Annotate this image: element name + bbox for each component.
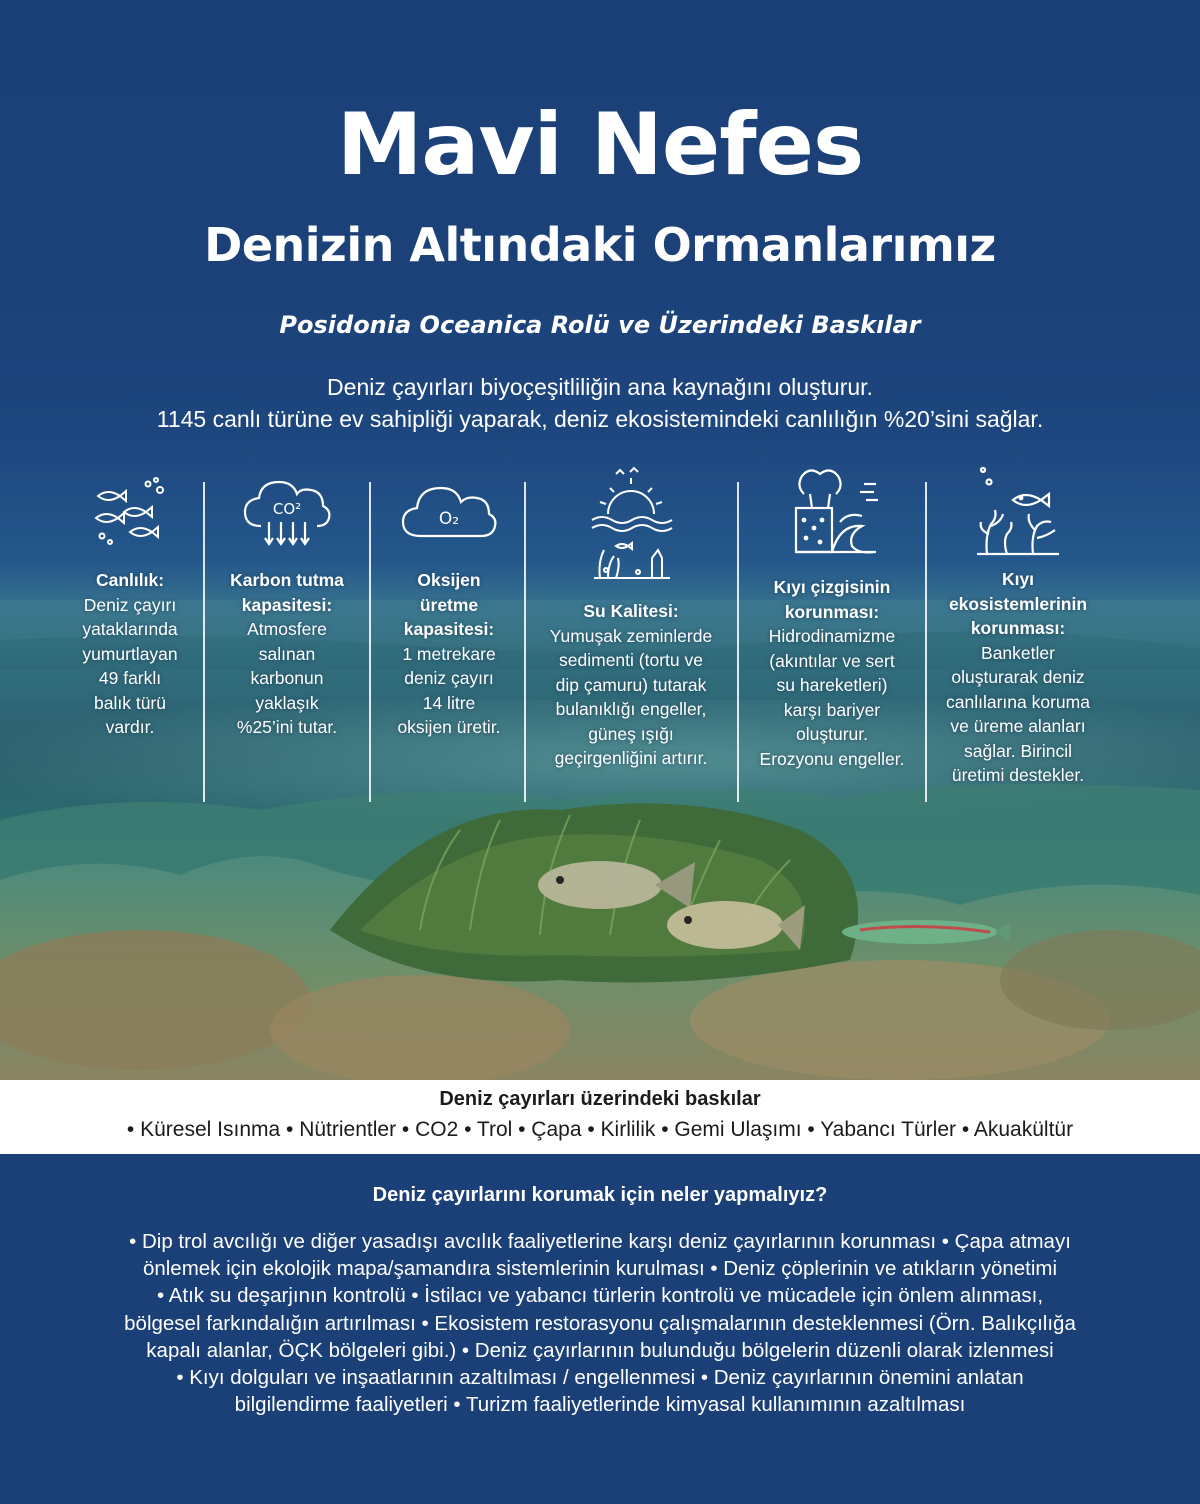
benefit-su-kalitesi [530,466,732,776]
co2-cloud-icon [239,470,335,554]
intro-line: 1145 canlı türüne ev sahipliği yaparak, deniz ekosistemindeki canlılığın %20’sini sağlar. [156,406,1044,432]
benefit-body-line: Banketler [981,642,1055,663]
o2-cloud-icon [399,478,499,548]
page-tagline: Posidonia Oceanica Rolü ve Üzerindeki Baskılar [279,311,921,339]
pressures-list: • Küresel Isınma • Nütrientler • CO2 • Trol • Çapa • Kirlilik • Gemi Ulaşımı • Yabancı Türler • Akuakültür [126,1118,1074,1141]
benefit-body-line: sedimenti (tortu ve [559,650,703,670]
benefit-body-line: 49 farklı [98,668,162,688]
benefit-body-line: karbonun [250,668,324,688]
pressures-heading: Deniz çayırları üzerindeki baskılar [439,1088,761,1110]
actions-line: • Dip trol avcılığı ve diğer yasadışı avcılık faaliyetlerine karşı deniz çayırlarının korunması • Çapa atmayı [129,1230,1071,1253]
benefit-text [530,599,732,771]
pressures-band [0,1080,1200,1154]
benefit-text [60,568,200,740]
benefit-body-line: sağlar. Birincil [964,740,1072,761]
benefit-body-line: oluşturarak deniz [951,667,1085,687]
intro-line: Deniz çayırları biyoçeşitliliğin ana kaynağını oluşturur. [327,374,873,400]
benefit-body-line: Hidrodinamizme [768,626,896,646]
benefit-heading: kapasitesi: [241,594,333,615]
column-divider [369,482,371,802]
actions-line: • Atık su deşarjının kontrolü • İstilacı ve yabancı türlerin kontrolü ve mücadele için önlem alınması, [156,1284,1044,1308]
actions-line: bölgesel farkındalığın artırılması • Ekosistem restorasyonu çalışmalarının desteklenmesi (Örn. Balıkçılığa [124,1311,1076,1335]
column-divider [737,482,739,802]
benefit-oksijen [378,470,520,750]
column-divider [203,482,205,802]
page-title: Mavi Nefes [336,95,864,195]
column-divider [524,482,526,802]
benefit-body-line: dip çamuru) tutarak [555,674,707,695]
benefit-heading: korunması: [970,618,1066,638]
benefit-body-line: Yumuşak zeminlerde [549,625,713,646]
benefit-text [742,575,922,771]
coast-wave-icon [782,464,882,560]
benefit-heading: kapasitesi: [403,619,495,639]
benefit-heading: Karbon tutma [230,570,344,590]
fish-school-icon [90,472,170,552]
benefit-body-line: balık türü [94,692,166,713]
actions-line: • Kıyı dolguları ve inşaatlarının azaltılması / engellenmesi • Deniz çayırlarının önemini anlatan [176,1366,1024,1390]
actions-section [0,1154,1200,1504]
benefit-text [212,568,362,740]
benefit-heading: Kıyı çizgisinin [773,577,891,597]
benefit-heading: korunması: [784,601,880,622]
column-divider [925,482,927,802]
benefit-body-line: canlılarına koruma [946,691,1090,712]
intro-text [0,371,1200,435]
actions-line: önlemek için ekolojik mapa/şamandıra sistemlerinin kurulması • Deniz çöplerinin ve atıkların yönetimi [142,1257,1058,1281]
benefit-heading: Canlılık: [95,570,165,590]
benefit-heading: ekosistemlerinin [948,593,1088,614]
benefit-heading: üretme [419,594,479,615]
benefit-karbon [212,470,362,750]
actions-list [60,1228,1140,1418]
actions-line: kapalı alanlar, ÖÇK bölgeleri gibi.) • Deniz çayırlarının bulunduğu bölgelerin düzenli olarak izlenmesi [146,1338,1054,1362]
actions-line: bilgilendirme faaliyetleri • Turizm faaliyetlerinde kimyasal kullanımının azaltılması [234,1393,966,1417]
benefit-body-line: yaklaşık [255,692,319,713]
benefit-kiyi-ekosistemleri [932,464,1104,794]
page-subtitle: Denizin Altındaki Ormanlarımız [204,218,996,272]
benefit-body-line: salınan [258,643,316,664]
benefit-body-line: karşı bariyer [783,699,881,720]
benefit-heading: Su Kalitesi: [583,601,679,621]
benefit-heading: Kıyı [1001,569,1035,589]
benefit-body-line: Deniz çayırı [83,594,177,615]
o2-icon-label: O₂ [438,509,460,529]
benefit-body-line: 14 litre [422,692,476,713]
benefit-body-line: oksijen üretir. [397,717,501,737]
actions-heading: Deniz çayırlarını korumak için neler yapmalıyız? [372,1184,828,1206]
benefit-canlilik [60,470,200,750]
fish-coral-icon [973,464,1063,558]
benefit-body-line: (akıntılar ve sert [769,650,895,671]
benefit-kiyi-cizgisi [742,464,922,774]
benefit-text [932,567,1104,788]
benefit-text [378,568,520,740]
benefit-heading: Oksijen [417,570,481,590]
benefit-body-line: su hareketleri) [776,675,888,695]
benefit-body-line: geçirgenliğini artırır. [554,748,708,768]
benefit-body-line: vardır. [105,717,155,737]
benefit-body-line: ve üreme alanları [950,716,1086,736]
benefit-body-line: üretimi destekler. [951,765,1085,785]
benefit-body-line: 1 metrekare [402,643,496,664]
benefit-body-line: Atmosfere [247,619,327,639]
benefit-body-line: bulanıklığı engeller, [555,699,707,719]
co2-icon-label: CO² [272,500,302,518]
benefit-body-line: deniz çayırı [404,668,494,688]
benefit-body-line: güneş ışığı [588,723,674,744]
benefit-body-line: oluşturur. [796,724,868,744]
benefit-body-line: yataklarında [82,619,178,639]
benefit-body-line: %25’ini tutar. [236,717,338,737]
benefit-body-line: yumurtlayan [82,643,178,664]
sun-seabed-icon [586,466,676,584]
benefit-body-line: Erozyonu engeller. [759,748,905,769]
